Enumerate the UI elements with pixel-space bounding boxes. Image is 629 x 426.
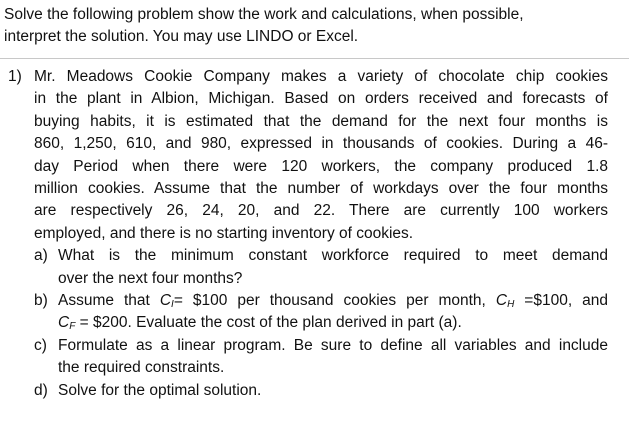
statement-line: Mr. Meadows Cookie Company makes a variety of chocolate chip cookies: [34, 68, 608, 85]
part-b-text: = $100 per thousand cookies per month,: [173, 292, 496, 310]
part-c-label: c): [34, 336, 47, 354]
statement-line: million cookies. Assume that the number of workdays over the four months: [34, 180, 608, 198]
instructions-line-1: Solve the following problem show the work and calculations, when possible,: [4, 6, 524, 23]
part-a-line-2: over the next four months?: [58, 269, 243, 287]
part-c-line-1: Formulate as a linear program. Be sure to define all variables and include: [58, 336, 608, 354]
part-a-label: a): [34, 247, 48, 265]
statement-line: in the plant in Albion, Michigan. Based on orders received and forecasts of: [34, 90, 608, 108]
problem-parts: [34, 245, 608, 402]
part-b-line-2: [58, 312, 608, 334]
cost-hire-symbol: $C_H$: [495, 292, 515, 311]
part-d-line-1: Solve for the optimal solution.: [58, 381, 262, 399]
statement-line: day Period when there were 120 workers, the company produced 1.8: [34, 157, 608, 175]
statement-line: are respectively 26, 24, 20, and 22. There are currently 100 workers: [34, 202, 608, 220]
problem-number: 1): [8, 68, 22, 85]
part-b: [34, 290, 608, 335]
part-d: [34, 380, 608, 402]
section-divider: [0, 58, 629, 59]
part-a-line-1: What is the minimum constant workforce required to meet demand: [58, 247, 608, 265]
part-a: [34, 245, 608, 290]
statement-line: 860, 1,250, 610, and 980, expressed in thousands of cookies. During a 46-: [34, 135, 608, 153]
part-c-line-2: the required constraints.: [58, 359, 225, 377]
cost-fire-symbol: $C_F$: [58, 314, 76, 333]
problem-1: [8, 66, 608, 402]
part-b-text: Assume that: [58, 292, 160, 310]
instructions-line-2: interpret the solution. You may use LINDO or Excel.: [4, 28, 359, 46]
part-b-line-1: [58, 290, 608, 312]
cost-inventory-symbol: $C_I$: [159, 292, 174, 311]
statement-line: buying habits, it is estimated that the demand for the next four months is: [34, 112, 608, 130]
part-b-text: = $200. Evaluate the cost of the plan derived in part (a).: [75, 314, 462, 332]
part-b-text: =$100, and: [514, 292, 608, 310]
part-c: [34, 335, 608, 380]
problem-statement: [34, 66, 608, 245]
part-b-label: b): [34, 292, 48, 310]
part-d-label: d): [34, 381, 48, 399]
statement-line: employed, and there is no starting inventory of cookies.: [34, 224, 414, 242]
instructions: [4, 4, 624, 49]
